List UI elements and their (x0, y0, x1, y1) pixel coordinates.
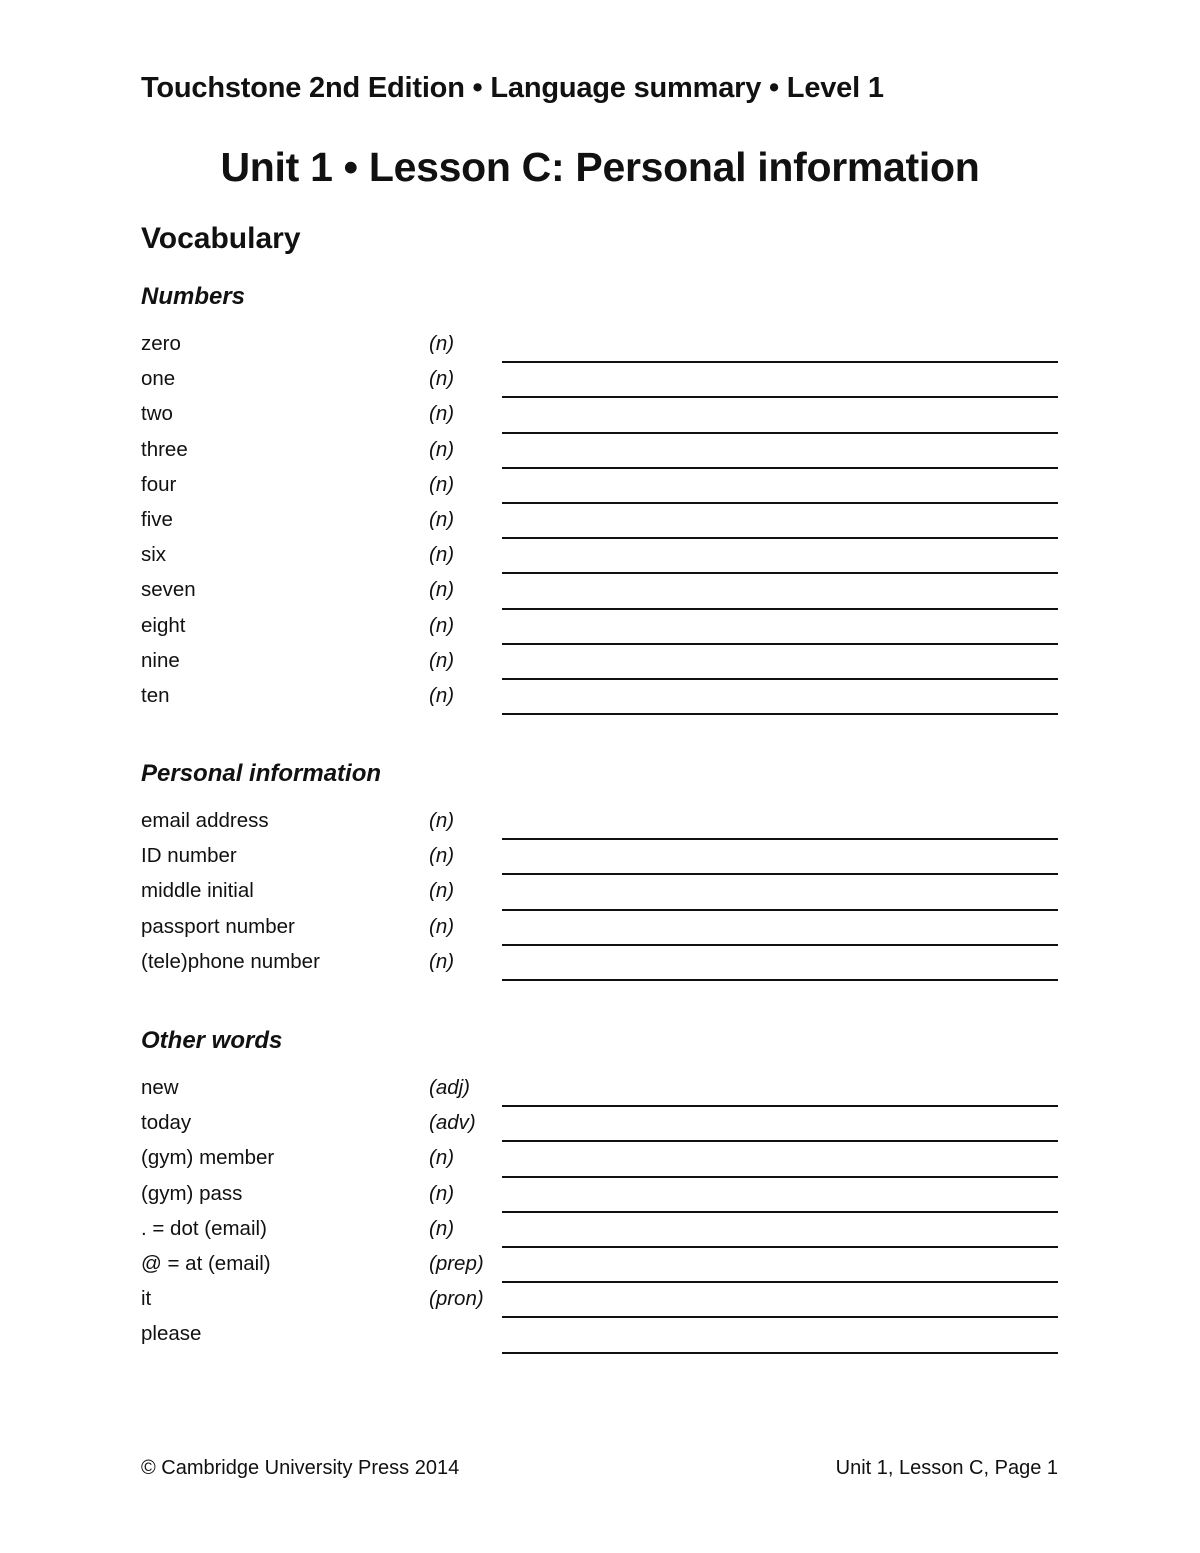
part-of-speech: (n) (429, 332, 455, 355)
subsection-other-words (141, 1025, 1061, 1355)
answer-line[interactable] (502, 608, 1058, 610)
vocab-row (141, 540, 1061, 575)
vocab-word: (gym) member (141, 1146, 275, 1170)
part-of-speech: (n) (429, 543, 455, 567)
vocab-row (141, 399, 1061, 434)
vocab-word: email address (141, 809, 269, 832)
vocab-word: zero (141, 332, 181, 355)
answer-line[interactable] (502, 1352, 1058, 1354)
footer-page-reference: Unit 1, Lesson C, Page 1 (835, 1457, 1058, 1479)
vocab-row (141, 1319, 1061, 1354)
answer-line[interactable] (502, 1281, 1058, 1283)
answer-line[interactable] (502, 432, 1058, 434)
vocab-row (141, 505, 1061, 540)
answer-line[interactable] (502, 1140, 1058, 1142)
vocab-row (141, 1179, 1061, 1214)
answer-line[interactable] (502, 1211, 1058, 1213)
vocab-word: passport number (141, 914, 295, 938)
section-heading-vocabulary: Vocabulary (141, 222, 301, 255)
part-of-speech: (n) (429, 844, 455, 868)
answer-line[interactable] (502, 909, 1058, 911)
vocab-word: nine (141, 648, 180, 672)
vocab-word: please (141, 1322, 202, 1346)
vocab-row (141, 876, 1061, 911)
part-of-speech: (n) (429, 1146, 455, 1170)
vocab-word: seven (141, 578, 196, 602)
vocab-word: @ = at (email) (141, 1251, 271, 1275)
vocab-row (141, 575, 1061, 610)
part-of-speech: (n) (429, 683, 455, 707)
vocab-word: four (141, 472, 177, 496)
vocab-word: ten (141, 683, 170, 707)
vocab-word: it (141, 1287, 152, 1311)
vocab-word: one (141, 367, 176, 391)
vocab-word: new (141, 1076, 179, 1099)
answer-line[interactable] (502, 944, 1058, 946)
vocab-row (141, 947, 1061, 982)
vocab-word: five (141, 507, 173, 531)
answer-line[interactable] (502, 643, 1058, 645)
part-of-speech: (n) (429, 367, 455, 391)
answer-line[interactable] (502, 713, 1058, 715)
part-of-speech: (n) (429, 879, 455, 903)
part-of-speech: (n) (429, 949, 455, 973)
vocab-word: (gym) pass (141, 1181, 243, 1205)
part-of-speech: (n) (429, 1181, 455, 1205)
vocab-row (141, 841, 1061, 876)
subsection-personal-information (141, 758, 1061, 982)
answer-line[interactable] (502, 1316, 1058, 1318)
part-of-speech: (n) (429, 809, 455, 832)
vocab-word: (tele)phone number (141, 949, 320, 973)
series-title: Touchstone 2nd Edition • Language summary • Level 1 (141, 72, 884, 104)
answer-line[interactable] (502, 1176, 1058, 1178)
vocab-row (141, 1214, 1061, 1249)
part-of-speech: (n) (429, 648, 455, 672)
vocab-row (141, 1073, 1061, 1108)
answer-line[interactable] (502, 838, 1058, 840)
vocab-list (141, 1073, 1061, 1355)
vocab-row (141, 329, 1061, 364)
part-of-speech: (n) (429, 613, 455, 637)
vocab-word: eight (141, 613, 186, 637)
answer-line[interactable] (502, 678, 1058, 680)
vocab-row (141, 1249, 1061, 1284)
answer-line[interactable] (502, 572, 1058, 574)
vocab-word: today (141, 1111, 192, 1135)
answer-line[interactable] (502, 396, 1058, 398)
part-of-speech: (n) (429, 507, 455, 531)
answer-line[interactable] (502, 361, 1058, 363)
subsection-title: Personal information (141, 760, 382, 787)
page-title: Unit 1 • Lesson C: Personal information (220, 144, 980, 190)
part-of-speech: (n) (429, 437, 455, 461)
vocab-row (141, 1284, 1061, 1319)
vocab-row (141, 912, 1061, 947)
part-of-speech: (pron) (429, 1287, 484, 1311)
answer-line[interactable] (502, 502, 1058, 504)
part-of-speech: (n) (429, 402, 455, 426)
answer-line[interactable] (502, 537, 1058, 539)
vocab-word: . = dot (email) (141, 1216, 267, 1240)
vocab-row (141, 646, 1061, 681)
vocab-word: ID number (141, 844, 237, 868)
vocab-word: six (141, 543, 167, 567)
vocab-row (141, 435, 1061, 470)
part-of-speech: (n) (429, 472, 455, 496)
vocab-row (141, 806, 1061, 841)
subsection-title: Numbers (141, 283, 246, 310)
part-of-speech: (adv) (429, 1111, 476, 1135)
vocab-list (141, 329, 1061, 716)
answer-line[interactable] (502, 1105, 1058, 1107)
vocab-list (141, 806, 1061, 982)
vocab-word: two (141, 402, 173, 426)
subsection-title: Other words (141, 1027, 283, 1054)
vocab-row (141, 1108, 1061, 1143)
vocab-row (141, 611, 1061, 646)
answer-line[interactable] (502, 1246, 1058, 1248)
part-of-speech: (n) (429, 914, 455, 938)
vocab-word: three (141, 437, 188, 461)
answer-line[interactable] (502, 467, 1058, 469)
vocab-row (141, 470, 1061, 505)
part-of-speech: (n) (429, 1216, 455, 1240)
part-of-speech: (adj) (429, 1076, 471, 1099)
answer-line[interactable] (502, 979, 1058, 981)
vocab-row (141, 681, 1061, 716)
part-of-speech: (n) (429, 578, 455, 602)
answer-line[interactable] (502, 873, 1058, 875)
part-of-speech: (prep) (429, 1251, 484, 1275)
footer-copyright: © Cambridge University Press 2014 (141, 1457, 460, 1479)
vocab-row (141, 364, 1061, 399)
vocab-row (141, 1143, 1061, 1178)
vocab-word: middle initial (141, 879, 254, 903)
subsection-numbers (141, 281, 1061, 716)
